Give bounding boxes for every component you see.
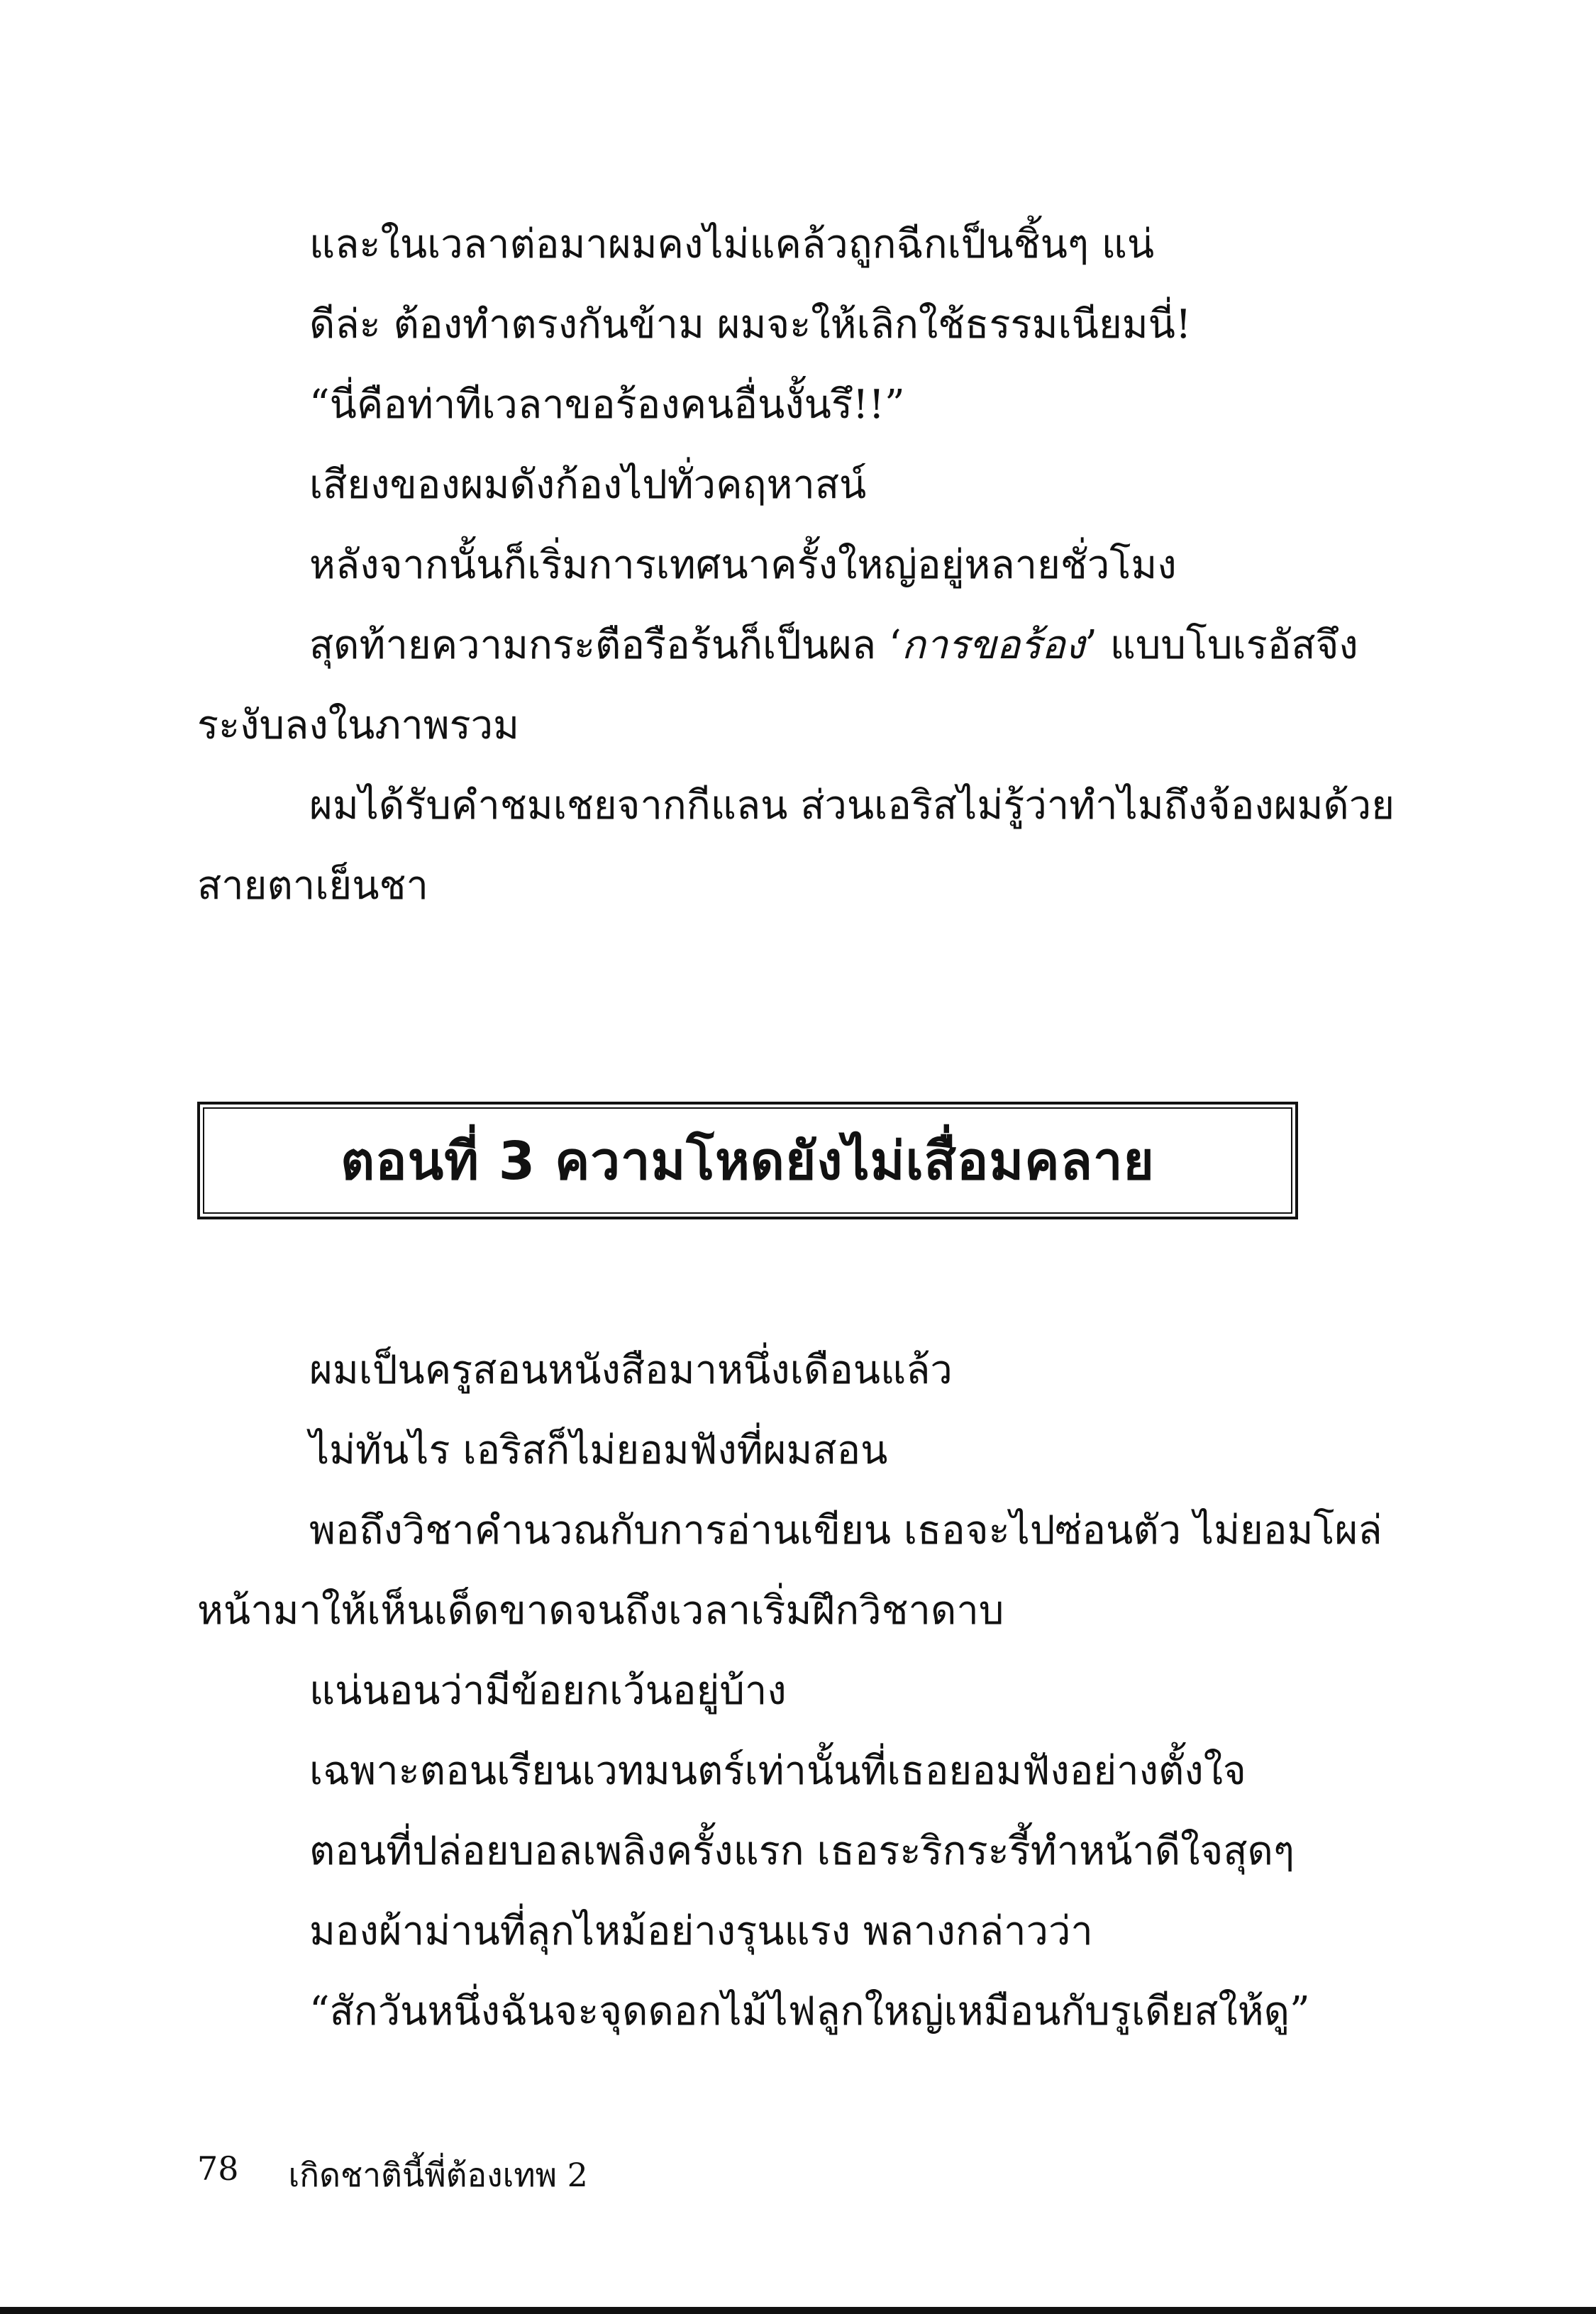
top-text-block <box>197 204 1395 926</box>
paragraph: เสียงของผมดังก้องไปทั่วคฤหาสน์ <box>309 462 867 508</box>
page-number: 78 <box>197 2149 239 2188</box>
paragraph: ไม่ทันไร เอริสก็ไม่ยอมฟังที่ผมสอน <box>309 1427 888 1473</box>
paragraph: เฉพาะตอนเรียนเวทมนตร์เท่านั้นที่เธอยอมฟังอย่างตั้งใจ <box>309 1748 1246 1794</box>
paragraph-text: สุดท้ายความกระตือรือร้นก็เป็นผล ‘ <box>309 622 902 668</box>
paragraph: หลังจากนั้นก็เริ่มการเทศนาครั้งใหญ่อยู่หลายชั่วโมง <box>309 542 1177 588</box>
chapter-title: ตอนที่ 3 ความโหดยังไม่เสื่อมคลาย <box>340 1131 1155 1192</box>
paragraph: ผมได้รับคำชมเชยจากกีแลน ส่วนเอริสไม่รู้ว่าทำไมถึงจ้องผมด้วย <box>309 782 1395 829</box>
paragraph: ดีล่ะ ต้องทำตรงกันข้าม ผมจะให้เลิกใช้ธรรมเนียมนี่! <box>309 301 1192 348</box>
paragraph: “นี่คือท่าทีเวลาขอร้องคนอื่นงั้นรึ!!” <box>309 382 905 428</box>
paragraph <box>197 605 1358 685</box>
emphasized-text: การขอร้อง <box>901 622 1085 668</box>
chapter-heading-box <box>197 1102 1298 1219</box>
bottom-divider <box>0 2307 1596 2314</box>
paragraph: มองผ้าม่านที่ลุกไหม้อย่างรุนแรง พลางกล่าวว่า <box>309 1908 1093 1954</box>
paragraph: และในเวลาต่อมาผมคงไม่แคล้วถูกฉีกเป็นชิ้นๆ แน่ <box>309 221 1155 267</box>
paragraph: ผมเป็นครูสอนหนังสือมาหนึ่งเดือนแล้ว <box>309 1347 953 1393</box>
paragraph: พอถึงวิชาคำนวณกับการอ่านเขียน เธอจะไปซ่อนตัว ไม่ยอมโผล่ <box>309 1507 1382 1554</box>
book-title: เกิดชาตินี้พี่ต้องเทพ 2 <box>288 2156 588 2194</box>
paragraph-continuation: หน้ามาให้เห็นเด็ดขาดจนถึงเวลาเริ่มฝึกวิชาดาบ <box>197 1588 1004 1634</box>
paragraph: “สักวันหนึ่งฉันจะจุดดอกไม้ไฟลูกใหญ่เหมือนกับรูเดียสให้ดู” <box>309 1988 1310 2035</box>
page-footer <box>197 2149 588 2201</box>
paragraph: แน่นอนว่ามีข้อยกเว้นอยู่บ้าง <box>309 1668 787 1714</box>
paragraph-continuation: สายตาเย็นชา <box>197 863 428 909</box>
paragraph-continuation: ระงับลงในภาพรวม <box>197 702 520 748</box>
paragraph: ตอนที่ปล่อยบอลเพลิงครั้งแรก เธอระริกระรี้ทำหน้าดีใจสุดๆ <box>309 1828 1295 1874</box>
bottom-text-block <box>197 1330 1382 2052</box>
paragraph-text: ’ แบบโบเรอัสจึง <box>1085 622 1358 668</box>
